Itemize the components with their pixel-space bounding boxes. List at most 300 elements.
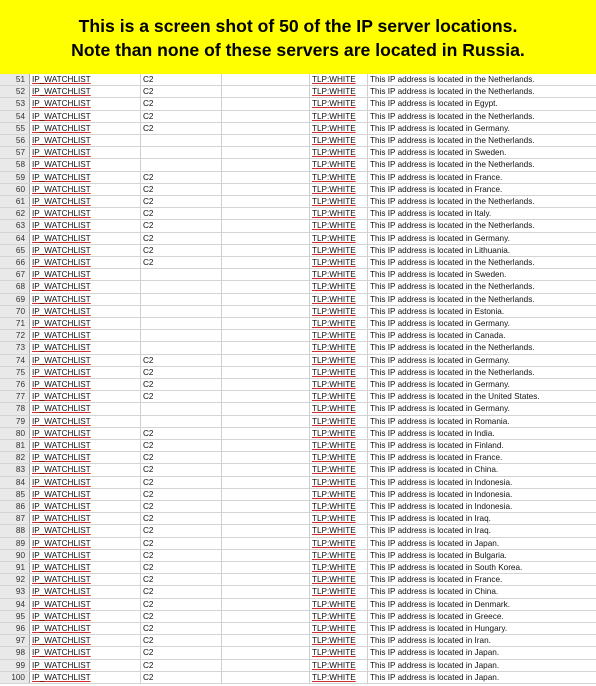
cell-tlp-level[interactable]	[310, 184, 368, 195]
cell-tlp-level[interactable]	[310, 318, 368, 329]
cell-tlp-level[interactable]	[310, 477, 368, 488]
row-number-header[interactable]: 56	[0, 135, 30, 146]
cell-indicator-type[interactable]	[30, 440, 141, 451]
cell-tlp-level[interactable]	[310, 220, 368, 231]
cell-empty[interactable]	[222, 147, 310, 158]
cell-description[interactable]: This IP address is located in Finland.	[370, 441, 504, 450]
cell-empty[interactable]	[222, 281, 310, 292]
row-number-header[interactable]: 71	[0, 318, 30, 329]
cell-tlp-level[interactable]	[310, 172, 368, 183]
cell-empty[interactable]	[222, 172, 310, 183]
row-number-header[interactable]: 77	[0, 391, 30, 402]
cell-tlp-level[interactable]	[310, 574, 368, 585]
cell-tlp-level[interactable]	[310, 611, 368, 622]
cell-description[interactable]: This IP address is located in China.	[370, 587, 499, 597]
cell-empty[interactable]	[222, 538, 310, 549]
row-number-header[interactable]: 57	[0, 147, 30, 158]
cell-c2-tag[interactable]	[141, 269, 222, 280]
row-number-header[interactable]: 88	[0, 525, 30, 536]
cell-description[interactable]: This IP address is located in the Netherlands.	[370, 221, 535, 231]
cell-indicator-type[interactable]	[30, 330, 141, 341]
row-number-header[interactable]: 85	[0, 489, 30, 500]
cell-tlp-level[interactable]	[310, 342, 368, 353]
cell-indicator-type[interactable]	[30, 86, 141, 97]
row-number-header[interactable]: 51	[0, 74, 30, 85]
cell-c2-tag[interactable]: C2	[141, 111, 222, 122]
row-number-header[interactable]: 63	[0, 220, 30, 231]
row-number-header[interactable]: 96	[0, 623, 30, 634]
cell-indicator-type[interactable]	[30, 574, 141, 585]
cell-tlp-level[interactable]	[310, 98, 368, 109]
cell-description[interactable]: This IP address is located in Iraq.	[370, 514, 491, 524]
cell-c2-tag[interactable]	[141, 403, 222, 414]
cell-empty[interactable]	[222, 672, 310, 683]
cell-description[interactable]: This IP address is located in the Netherlands.	[370, 75, 535, 84]
cell-tlp-level[interactable]	[310, 233, 368, 244]
row-number-header[interactable]: 73	[0, 342, 30, 353]
cell-c2-tag[interactable]: C2	[141, 635, 222, 646]
cell-description[interactable]: This IP address is located in Japan.	[370, 672, 500, 682]
cell-description[interactable]: This IP address is located in Canada.	[370, 331, 506, 341]
cell-c2-tag[interactable]: C2	[141, 208, 222, 219]
cell-tlp-level[interactable]	[310, 135, 368, 146]
cell-tlp-level[interactable]	[310, 257, 368, 268]
cell-c2-tag[interactable]: C2	[141, 574, 222, 585]
cell-indicator-type[interactable]	[30, 135, 141, 146]
cell-indicator-type[interactable]	[30, 586, 141, 597]
cell-indicator-type[interactable]	[30, 525, 141, 536]
cell-indicator-type[interactable]	[30, 196, 141, 207]
cell-indicator-type[interactable]	[30, 123, 141, 134]
cell-c2-tag[interactable]: C2	[141, 501, 222, 512]
cell-tlp-level[interactable]	[310, 391, 368, 402]
cell-indicator-type[interactable]	[30, 159, 141, 170]
cell-tlp-level[interactable]	[310, 74, 368, 85]
cell-description[interactable]: This IP address is located in Denmark.	[370, 599, 511, 609]
cell-empty[interactable]	[222, 342, 310, 353]
cell-description[interactable]: This IP address is located in the Netherlands.	[370, 87, 535, 97]
cell-indicator-type[interactable]	[30, 184, 141, 195]
cell-indicator-type[interactable]	[30, 428, 141, 439]
cell-indicator-type[interactable]	[30, 562, 141, 573]
cell-c2-tag[interactable]: C2	[141, 98, 222, 109]
row-number-header[interactable]: 92	[0, 574, 30, 585]
cell-tlp-level[interactable]	[310, 416, 368, 427]
cell-indicator-type[interactable]	[30, 379, 141, 390]
cell-tlp-level[interactable]	[310, 269, 368, 280]
cell-empty[interactable]	[222, 562, 310, 573]
cell-empty[interactable]	[222, 525, 310, 536]
row-number-header[interactable]: 99	[0, 660, 30, 671]
cell-tlp-level[interactable]	[310, 245, 368, 256]
cell-empty[interactable]	[222, 245, 310, 256]
row-number-header[interactable]: 70	[0, 306, 30, 317]
cell-description[interactable]: This IP address is located in France.	[370, 575, 503, 585]
cell-description[interactable]: This IP address is located in the United States.	[370, 392, 540, 402]
cell-c2-tag[interactable]: C2	[141, 489, 222, 500]
row-number-header[interactable]: 95	[0, 611, 30, 622]
cell-empty[interactable]	[222, 550, 310, 561]
cell-tlp-level[interactable]	[310, 403, 368, 414]
cell-tlp-level[interactable]	[310, 452, 368, 463]
cell-tlp-level[interactable]	[310, 196, 368, 207]
cell-empty[interactable]	[222, 513, 310, 524]
cell-c2-tag[interactable]: C2	[141, 367, 222, 378]
cell-indicator-type[interactable]	[30, 635, 141, 646]
row-number-header[interactable]: 87	[0, 513, 30, 524]
row-number-header[interactable]: 81	[0, 440, 30, 451]
cell-empty[interactable]	[222, 599, 310, 610]
cell-indicator-type[interactable]	[30, 660, 141, 671]
cell-description[interactable]: This IP address is located in India.	[370, 428, 495, 438]
cell-c2-tag[interactable]: C2	[141, 257, 222, 268]
cell-tlp-level[interactable]	[310, 294, 368, 305]
cell-tlp-level[interactable]	[310, 330, 368, 341]
cell-empty[interactable]	[222, 123, 310, 134]
cell-indicator-type[interactable]	[30, 342, 141, 353]
cell-c2-tag[interactable]: C2	[141, 123, 222, 134]
cell-tlp-level[interactable]	[310, 355, 368, 366]
cell-description[interactable]: This IP address is located in the Netherlands.	[370, 160, 535, 170]
cell-c2-tag[interactable]: C2	[141, 452, 222, 463]
cell-indicator-type[interactable]	[30, 269, 141, 280]
cell-description[interactable]: This IP address is located in Lithuania.	[370, 245, 511, 255]
cell-tlp-level[interactable]	[310, 367, 368, 378]
cell-description[interactable]: This IP address is located in the Netherlands.	[370, 111, 535, 121]
row-number-header[interactable]: 75	[0, 367, 30, 378]
cell-tlp-level[interactable]	[310, 159, 368, 170]
cell-description[interactable]: This IP address is located in Japan.	[370, 648, 500, 658]
row-number-header[interactable]: 53	[0, 98, 30, 109]
cell-empty[interactable]	[222, 623, 310, 634]
cell-indicator-type[interactable]	[30, 172, 141, 183]
cell-description[interactable]: This IP address is located in Germany.	[370, 404, 510, 414]
cell-c2-tag[interactable]: C2	[141, 525, 222, 536]
cell-empty[interactable]	[222, 355, 310, 366]
cell-description[interactable]: This IP address is located in Indonesia.	[370, 489, 513, 499]
cell-empty[interactable]	[222, 269, 310, 280]
cell-empty[interactable]	[222, 135, 310, 146]
cell-indicator-type[interactable]	[30, 489, 141, 500]
cell-tlp-level[interactable]	[310, 440, 368, 451]
cell-description[interactable]: This IP address is located in China.	[370, 465, 499, 475]
cell-description[interactable]: This IP address is located in the Netherlands.	[370, 343, 535, 353]
cell-empty[interactable]	[222, 489, 310, 500]
cell-c2-tag[interactable]: C2	[141, 647, 222, 658]
cell-description[interactable]: This IP address is located in Sweden.	[370, 270, 507, 280]
cell-empty[interactable]	[222, 428, 310, 439]
cell-indicator-type[interactable]	[30, 111, 141, 122]
cell-indicator-type[interactable]	[30, 416, 141, 427]
cell-description[interactable]: This IP address is located in Japan.	[370, 538, 500, 548]
row-number-header[interactable]: 84	[0, 477, 30, 488]
cell-description[interactable]: This IP address is located in Greece.	[370, 611, 504, 621]
cell-c2-tag[interactable]: C2	[141, 538, 222, 549]
cell-description[interactable]: This IP address is located in Germany.	[370, 123, 510, 133]
cell-empty[interactable]	[222, 111, 310, 122]
cell-c2-tag[interactable]: C2	[141, 440, 222, 451]
cell-empty[interactable]	[222, 647, 310, 658]
cell-c2-tag[interactable]: C2	[141, 184, 222, 195]
row-number-header[interactable]: 89	[0, 538, 30, 549]
cell-c2-tag[interactable]: C2	[141, 391, 222, 402]
cell-indicator-type[interactable]	[30, 477, 141, 488]
row-number-header[interactable]: 74	[0, 355, 30, 366]
cell-c2-tag[interactable]: C2	[141, 672, 222, 683]
cell-empty[interactable]	[222, 416, 310, 427]
cell-empty[interactable]	[222, 586, 310, 597]
cell-tlp-level[interactable]	[310, 489, 368, 500]
cell-indicator-type[interactable]	[30, 208, 141, 219]
cell-empty[interactable]	[222, 403, 310, 414]
cell-c2-tag[interactable]: C2	[141, 623, 222, 634]
row-number-header[interactable]: 55	[0, 123, 30, 134]
cell-description[interactable]: This IP address is located in France.	[370, 453, 503, 463]
row-number-header[interactable]: 52	[0, 86, 30, 97]
cell-tlp-level[interactable]	[310, 623, 368, 634]
cell-empty[interactable]	[222, 330, 310, 341]
cell-tlp-level[interactable]	[310, 562, 368, 573]
cell-tlp-level[interactable]	[310, 550, 368, 561]
cell-description[interactable]: This IP address is located in France.	[370, 184, 503, 194]
cell-description[interactable]: This IP address is located in Germany.	[370, 319, 510, 328]
row-number-header[interactable]: 86	[0, 501, 30, 512]
cell-c2-tag[interactable]	[141, 135, 222, 146]
row-number-header[interactable]: 64	[0, 233, 30, 244]
cell-description[interactable]: This IP address is located in Germany.	[370, 355, 510, 365]
cell-indicator-type[interactable]	[30, 233, 141, 244]
cell-empty[interactable]	[222, 220, 310, 231]
cell-description[interactable]: This IP address is located in Japan.	[370, 660, 500, 670]
cell-c2-tag[interactable]	[141, 306, 222, 317]
cell-empty[interactable]	[222, 86, 310, 97]
cell-tlp-level[interactable]	[310, 513, 368, 524]
cell-c2-tag[interactable]: C2	[141, 245, 222, 256]
cell-tlp-level[interactable]	[310, 538, 368, 549]
row-number-header[interactable]: 72	[0, 330, 30, 341]
cell-empty[interactable]	[222, 379, 310, 390]
cell-description[interactable]: This IP address is located in the Netherlands.	[370, 258, 535, 267]
cell-tlp-level[interactable]	[310, 586, 368, 597]
cell-empty[interactable]	[222, 74, 310, 85]
row-number-header[interactable]: 78	[0, 403, 30, 414]
row-number-header[interactable]: 59	[0, 172, 30, 183]
cell-c2-tag[interactable]: C2	[141, 355, 222, 366]
cell-indicator-type[interactable]	[30, 355, 141, 366]
cell-c2-tag[interactable]	[141, 281, 222, 292]
cell-tlp-level[interactable]	[310, 123, 368, 134]
cell-tlp-level[interactable]	[310, 635, 368, 646]
cell-empty[interactable]	[222, 611, 310, 622]
cell-description[interactable]: This IP address is located in Hungary.	[370, 624, 508, 633]
row-number-header[interactable]: 67	[0, 269, 30, 280]
cell-indicator-type[interactable]	[30, 611, 141, 622]
cell-empty[interactable]	[222, 294, 310, 305]
cell-tlp-level[interactable]	[310, 599, 368, 610]
cell-description[interactable]: This IP address is located in the Netherlands.	[370, 136, 535, 145]
cell-description[interactable]: This IP address is located in Germany.	[370, 233, 510, 243]
cell-description[interactable]: This IP address is located in Romania.	[370, 416, 510, 426]
cell-c2-tag[interactable]: C2	[141, 233, 222, 244]
cell-empty[interactable]	[222, 660, 310, 671]
row-number-header[interactable]: 80	[0, 428, 30, 439]
row-number-header[interactable]: 54	[0, 111, 30, 122]
cell-indicator-type[interactable]	[30, 74, 141, 85]
row-number-header[interactable]: 65	[0, 245, 30, 256]
row-number-header[interactable]: 94	[0, 599, 30, 610]
cell-description[interactable]: This IP address is located in France.	[370, 172, 503, 182]
cell-empty[interactable]	[222, 574, 310, 585]
cell-empty[interactable]	[222, 477, 310, 488]
cell-indicator-type[interactable]	[30, 501, 141, 512]
cell-tlp-level[interactable]	[310, 379, 368, 390]
cell-empty[interactable]	[222, 391, 310, 402]
cell-c2-tag[interactable]: C2	[141, 611, 222, 622]
cell-empty[interactable]	[222, 452, 310, 463]
cell-description[interactable]: This IP address is located in Germany.	[370, 380, 510, 389]
cell-empty[interactable]	[222, 367, 310, 378]
cell-empty[interactable]	[222, 208, 310, 219]
cell-empty[interactable]	[222, 501, 310, 512]
cell-c2-tag[interactable]: C2	[141, 74, 222, 85]
cell-c2-tag[interactable]: C2	[141, 428, 222, 439]
row-number-header[interactable]: 93	[0, 586, 30, 597]
cell-indicator-type[interactable]	[30, 281, 141, 292]
row-number-header[interactable]: 100	[0, 672, 30, 683]
cell-tlp-level[interactable]	[310, 672, 368, 683]
cell-indicator-type[interactable]	[30, 318, 141, 329]
cell-empty[interactable]	[222, 184, 310, 195]
cell-description[interactable]: This IP address is located in the Netherlands.	[370, 197, 535, 206]
cell-c2-tag[interactable]	[141, 416, 222, 427]
cell-tlp-level[interactable]	[310, 306, 368, 317]
row-number-header[interactable]: 61	[0, 196, 30, 207]
cell-description[interactable]: This IP address is located in the Netherlands.	[370, 294, 535, 304]
row-number-header[interactable]: 83	[0, 464, 30, 475]
cell-c2-tag[interactable]	[141, 342, 222, 353]
cell-tlp-level[interactable]	[310, 660, 368, 671]
cell-c2-tag[interactable]: C2	[141, 379, 222, 390]
cell-indicator-type[interactable]	[30, 538, 141, 549]
cell-indicator-type[interactable]	[30, 647, 141, 658]
cell-tlp-level[interactable]	[310, 464, 368, 475]
cell-c2-tag[interactable]: C2	[141, 599, 222, 610]
cell-indicator-type[interactable]	[30, 464, 141, 475]
cell-tlp-level[interactable]	[310, 111, 368, 122]
cell-indicator-type[interactable]	[30, 98, 141, 109]
row-number-header[interactable]: 69	[0, 294, 30, 305]
cell-indicator-type[interactable]	[30, 513, 141, 524]
cell-tlp-level[interactable]	[310, 281, 368, 292]
cell-indicator-type[interactable]	[30, 599, 141, 610]
cell-c2-tag[interactable]	[141, 330, 222, 341]
cell-empty[interactable]	[222, 98, 310, 109]
cell-description[interactable]: This IP address is located in the Netherlands.	[370, 367, 535, 377]
cell-c2-tag[interactable]: C2	[141, 660, 222, 671]
cell-description[interactable]: This IP address is located in Indonesia.	[370, 502, 513, 511]
cell-description[interactable]: This IP address is located in Iraq.	[370, 526, 491, 536]
cell-indicator-type[interactable]	[30, 623, 141, 634]
cell-indicator-type[interactable]	[30, 147, 141, 158]
row-number-header[interactable]: 68	[0, 281, 30, 292]
cell-tlp-level[interactable]	[310, 647, 368, 658]
row-number-header[interactable]: 90	[0, 550, 30, 561]
cell-c2-tag[interactable]: C2	[141, 586, 222, 597]
row-number-header[interactable]: 60	[0, 184, 30, 195]
row-number-header[interactable]: 66	[0, 257, 30, 268]
cell-empty[interactable]	[222, 318, 310, 329]
row-number-header[interactable]: 62	[0, 208, 30, 219]
cell-description[interactable]: This IP address is located in Italy.	[370, 209, 492, 219]
cell-empty[interactable]	[222, 257, 310, 268]
cell-c2-tag[interactable]: C2	[141, 513, 222, 524]
cell-indicator-type[interactable]	[30, 294, 141, 305]
cell-c2-tag[interactable]: C2	[141, 196, 222, 207]
cell-tlp-level[interactable]	[310, 501, 368, 512]
cell-description[interactable]: This IP address is located in Estonia.	[370, 306, 505, 316]
cell-c2-tag[interactable]: C2	[141, 172, 222, 183]
cell-tlp-level[interactable]	[310, 208, 368, 219]
cell-indicator-type[interactable]	[30, 452, 141, 463]
cell-indicator-type[interactable]	[30, 306, 141, 317]
cell-description[interactable]: This IP address is located in Egypt.	[370, 99, 498, 109]
row-number-header[interactable]: 76	[0, 379, 30, 390]
cell-tlp-level[interactable]	[310, 428, 368, 439]
row-number-header[interactable]: 82	[0, 452, 30, 463]
cell-indicator-type[interactable]	[30, 257, 141, 268]
cell-tlp-level[interactable]	[310, 525, 368, 536]
cell-empty[interactable]	[222, 464, 310, 475]
cell-description[interactable]: This IP address is located in Indonesia.	[370, 477, 513, 487]
row-number-header[interactable]: 79	[0, 416, 30, 427]
cell-c2-tag[interactable]: C2	[141, 220, 222, 231]
cell-description[interactable]: This IP address is located in South Korea.	[370, 563, 523, 572]
cell-description[interactable]: This IP address is located in Sweden.	[370, 148, 507, 158]
cell-c2-tag[interactable]: C2	[141, 550, 222, 561]
cell-indicator-type[interactable]	[30, 391, 141, 402]
cell-c2-tag[interactable]: C2	[141, 86, 222, 97]
row-number-header[interactable]: 91	[0, 562, 30, 573]
cell-indicator-type[interactable]	[30, 403, 141, 414]
cell-indicator-type[interactable]	[30, 220, 141, 231]
cell-c2-tag[interactable]	[141, 318, 222, 329]
cell-empty[interactable]	[222, 440, 310, 451]
cell-indicator-type[interactable]	[30, 245, 141, 256]
cell-c2-tag[interactable]: C2	[141, 562, 222, 573]
cell-empty[interactable]	[222, 233, 310, 244]
cell-indicator-type[interactable]	[30, 672, 141, 683]
cell-c2-tag[interactable]: C2	[141, 477, 222, 488]
cell-empty[interactable]	[222, 159, 310, 170]
row-number-header[interactable]: 97	[0, 635, 30, 646]
cell-description[interactable]: This IP address is located in Bulgaria.	[370, 550, 507, 560]
cell-indicator-type[interactable]	[30, 550, 141, 561]
cell-c2-tag[interactable]: C2	[141, 464, 222, 475]
cell-tlp-level[interactable]	[310, 147, 368, 158]
cell-empty[interactable]	[222, 635, 310, 646]
cell-c2-tag[interactable]	[141, 159, 222, 170]
cell-empty[interactable]	[222, 196, 310, 207]
cell-tlp-level[interactable]	[310, 86, 368, 97]
row-number-header[interactable]: 58	[0, 159, 30, 170]
cell-c2-tag[interactable]	[141, 294, 222, 305]
cell-description[interactable]: This IP address is located in Iran.	[370, 636, 491, 646]
row-number-header[interactable]: 98	[0, 647, 30, 658]
cell-indicator-type[interactable]	[30, 367, 141, 378]
cell-c2-tag[interactable]	[141, 147, 222, 158]
cell-empty[interactable]	[222, 306, 310, 317]
cell-description[interactable]: This IP address is located in the Netherlands.	[370, 282, 535, 292]
